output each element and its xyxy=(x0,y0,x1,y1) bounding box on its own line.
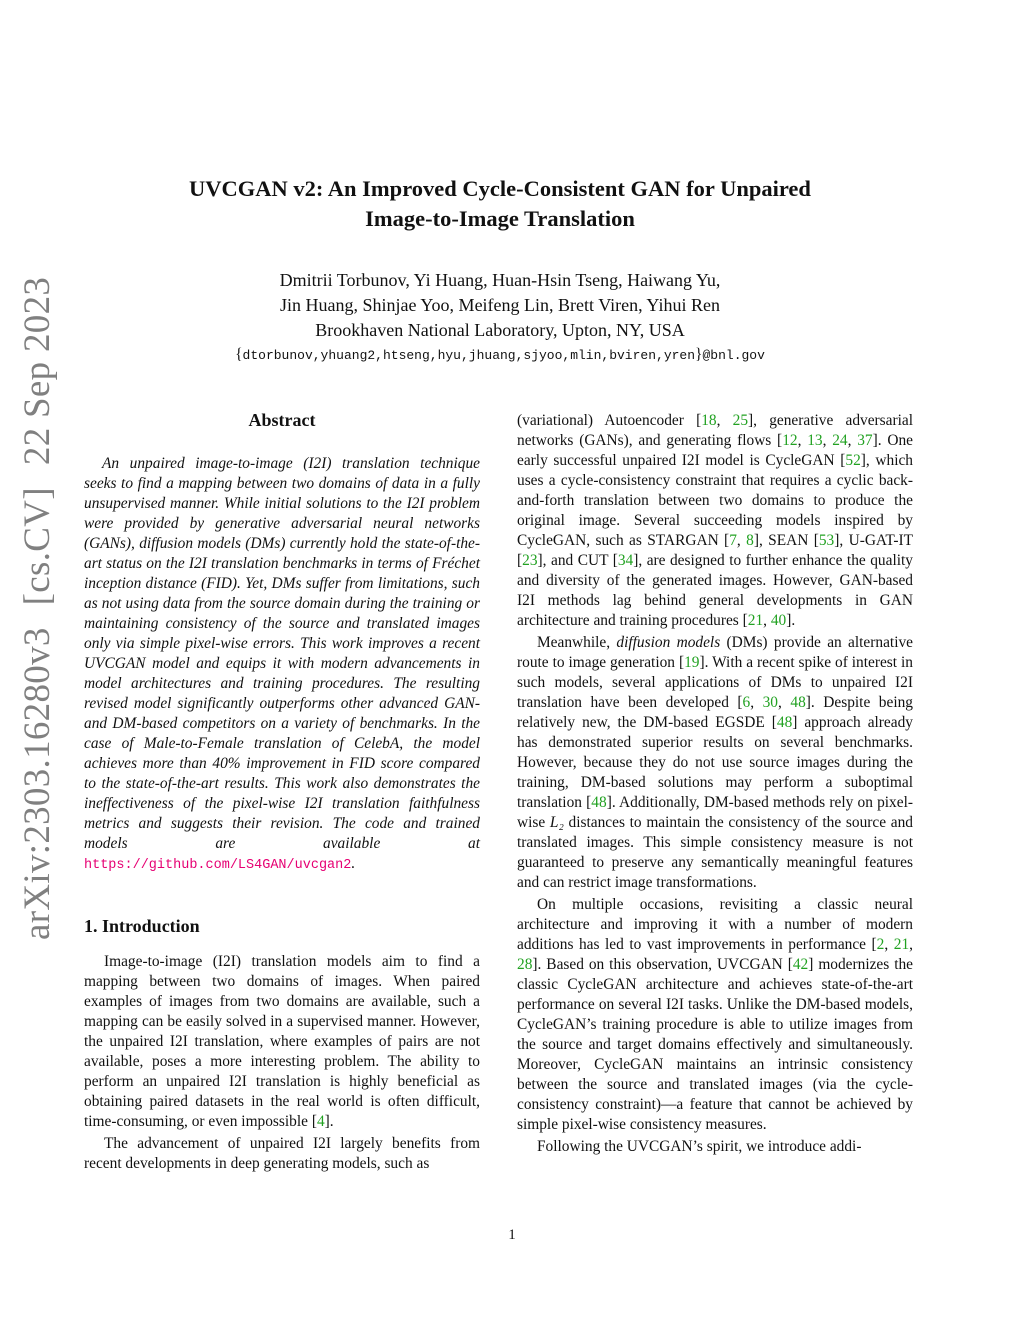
text-run: ]. One early successful unpaired I2I model is CycleGAN [ xyxy=(517,432,914,469)
right-paragraph-2 xyxy=(517,633,913,893)
arxiv-category: [cs.CV] xyxy=(17,487,58,606)
email-users: dtorbunov,yhuang2,htseng,hyu,jhuang,sjyoo,mlin,bviren,yren xyxy=(242,348,696,363)
title-line-1: UVCGAN v2: An Improved Cycle-Consistent GAN for Unpaired xyxy=(189,176,811,201)
right-paragraph-3 xyxy=(517,895,913,1135)
citation-link[interactable]: 6 xyxy=(742,694,751,711)
text-run: , xyxy=(909,936,914,953)
citation-link[interactable]: 28 xyxy=(517,956,533,973)
abstract-heading: Abstract xyxy=(248,410,316,430)
text-run: ], SEAN [ xyxy=(753,532,819,549)
email-domain: @bnl.gov xyxy=(702,348,765,363)
citation-link[interactable]: 48 xyxy=(790,694,806,711)
introduction-heading: 1. Introduction xyxy=(84,916,200,936)
citation-link[interactable]: 37 xyxy=(857,432,873,449)
emphasis: diffusion models xyxy=(616,634,721,651)
text-run: , xyxy=(822,432,833,449)
text-run: ]. xyxy=(786,612,796,629)
text-run: , xyxy=(884,936,894,953)
citation-link[interactable]: 13 xyxy=(807,432,823,449)
abstract-end: . xyxy=(351,855,356,872)
citation-link[interactable]: 52 xyxy=(845,452,861,469)
authors-line-1: Dmitrii Torbunov, Yi Huang, Huan-Hsin Tseng, Haiwang Yu, xyxy=(279,270,721,290)
abstract-body: An unpaired image-to-image (I2I) translation technique seeks to find a mapping between two domains of data in a fully unsupervised manner. While initial solutions to the I2I problem were provided by generative adversarial neural networks (GANs), diffusion models (DMs) currently hold the state-of-the-art status on the I2I translation benchmarks in terms of Fréchet inception distance (FID). Yet, DMs suffer from limitations, such as not using data from the source domain during the training or maintaining consistency of the source and translated images only via simple pixel-wise errors. This work improves a recent UVCGAN model and equips it with modern advancements in model architectures and training procedures. The resulting revised model significantly outperforms other advanced GAN- and DM-based competitors on a variety of benchmarks. In the case of Male-to-Female translation of CelebA, the model achieves more than 40% improvement in FID score compared to the state-of-the-art results. This work also demonstrates the ineffectiveness of the pixel-wise I2I translation faithfulness metrics and suggests their revision. The code and trained models are available at xyxy=(84,455,480,852)
intro-p1-text: Image-to-image (I2I) translation models aim to find a mapping between two domains of images. When paired examples of images from two domains are available, such a mapping can be easily solved in a supervised manner. However, the unpaired I2I translation, where examples of pairs are not available, poses a more interesting problem. The ability to perform an unpaired I2I translation is highly beneficial as obtaining paired datasets in the real world is often difficult, time-consuming, or even impossible [ xyxy=(84,953,480,1130)
text-run: , xyxy=(750,694,763,711)
text-run: ]. Based on this observation, UVCGAN [ xyxy=(532,956,793,973)
citation-link[interactable]: 2 xyxy=(876,936,885,953)
arxiv-id[interactable]: arXiv:2303.16280v3 xyxy=(17,627,58,940)
citation-link[interactable]: 4 xyxy=(316,1113,325,1130)
citation-link[interactable]: 23 xyxy=(522,552,538,569)
intro-paragraph-2: The advancement of unpaired I2I largely benefits from recent developments in deep generating models, such as xyxy=(84,1135,480,1172)
left-column xyxy=(84,408,480,1176)
text-run: (DMs) provide an alternative route to image generation [ xyxy=(517,634,913,671)
citation-link[interactable]: 48 xyxy=(591,794,607,811)
abstract-text xyxy=(84,454,480,876)
right-column xyxy=(517,411,913,1159)
text-run: ] approach already has demonstrated superior results on several benchmarks. However, because they do not use source images during the training, DM-based solutions may perform a suboptimal translation [ xyxy=(517,714,913,811)
text-run: On multiple occasions, revisiting a classic neural architecture and improving it with a number of modern additions has led to vast improvements in performance [ xyxy=(517,896,913,953)
citation-link[interactable]: 18 xyxy=(701,412,717,429)
math-symbol: L₂ xyxy=(549,814,564,831)
citation-link[interactable]: 40 xyxy=(770,612,787,629)
citation-link[interactable]: 25 xyxy=(732,412,749,429)
citation-link[interactable]: 19 xyxy=(684,654,700,671)
text-run: (variational) Autoencoder [ xyxy=(517,412,702,429)
citation-link[interactable]: 34 xyxy=(617,552,634,569)
citation-link[interactable]: 8 xyxy=(746,532,754,549)
code-link[interactable]: https://github.com/LS4GAN/uvcgan2 xyxy=(84,858,352,873)
text-run: ]. Despite being relatively new, the DM-based EGSDE [ xyxy=(517,694,913,731)
intro-paragraph-1 xyxy=(84,952,480,1132)
citation-link[interactable]: 24 xyxy=(832,432,848,449)
text-run: distances to maintain the consistency of the source and translated images. This simple consistency measure is not guaranteed to preserve any semantically meaningful features and can restrict image transformations. xyxy=(517,814,913,891)
text-run: , xyxy=(763,612,771,629)
arxiv-date: 22 Sep 2023 xyxy=(17,276,58,466)
text-run: ], which uses a cycle-consistency constraint that requires a cyclic back-and-forth translation between two domains to produce the original image. Several succeeding models inspired by CycleGAN, such as STARGAN [ xyxy=(517,452,914,549)
arxiv-watermark xyxy=(16,277,59,940)
text-run: , xyxy=(716,412,733,429)
text-run: , xyxy=(778,694,791,711)
citation-link[interactable]: 42 xyxy=(792,956,809,973)
text-run: ], U-GAT-IT [ xyxy=(517,532,913,569)
citation-link[interactable]: 48 xyxy=(776,714,793,731)
text-run: ], generative adversarial networks (GANs), and generating flows [ xyxy=(517,412,914,449)
paper-title xyxy=(120,174,880,234)
text-run: , xyxy=(847,432,858,449)
text-run: ], and CUT [ xyxy=(537,552,618,569)
text-run: Meanwhile, xyxy=(537,634,617,651)
citation-link[interactable]: 12 xyxy=(782,432,798,449)
right-paragraph-4: Following the UVCGAN’s spirit, we introduce addi- xyxy=(537,1138,862,1155)
text-run: , xyxy=(736,532,747,549)
text-run: ], are designed to further enhance the quality and diversity of the generated images. However, GAN-based I2I methods lag behind general developments in GAN architecture and training procedures [ xyxy=(517,552,913,629)
text-run: ]. With a recent spike of interest in such models, several applications of DMs to unpaired I2I translation have been developed [ xyxy=(517,654,913,711)
text-run: ] modernizes the classic CycleGAN architecture and achieves state-of-the-art performance on several I2I tasks. Unlike the DM-based models, CycleGAN’s training procedure is able to utilize images from the source and target domains effectively and simultaneously. Moreover, CycleGAN maintains an intrinsic consistency between the source and translated images (via the cycle-consistency constraint)—a feature that cannot be achieved by simple pixel-wise consistency measures. xyxy=(517,956,913,1133)
right-paragraph-1 xyxy=(517,411,913,631)
citation-link[interactable]: 21 xyxy=(747,612,764,629)
title-line-2: Image-to-Image Translation xyxy=(365,206,635,231)
email-brace-close: } xyxy=(695,346,703,363)
author-block xyxy=(150,268,850,343)
text-run: , xyxy=(797,432,808,449)
citation-link[interactable]: 7 xyxy=(729,532,737,549)
citation-link[interactable]: 53 xyxy=(818,532,835,549)
page-number: 1 xyxy=(508,1227,516,1243)
email-brace-open: { xyxy=(235,346,243,363)
citation-link[interactable]: 30 xyxy=(762,694,778,711)
authors-line-2: Jin Huang, Shinjae Yoo, Meifeng Lin, Brett Viren, Yihui Ren xyxy=(280,295,720,315)
citation-link[interactable]: 21 xyxy=(893,936,910,953)
author-emails xyxy=(150,344,850,367)
intro-p1-end: ]. xyxy=(324,1113,334,1130)
affiliation: Brookhaven National Laboratory, Upton, NY, USA xyxy=(315,320,685,340)
text-run: ]. Additionally, DM-based methods rely on pixel-wise xyxy=(517,794,913,831)
